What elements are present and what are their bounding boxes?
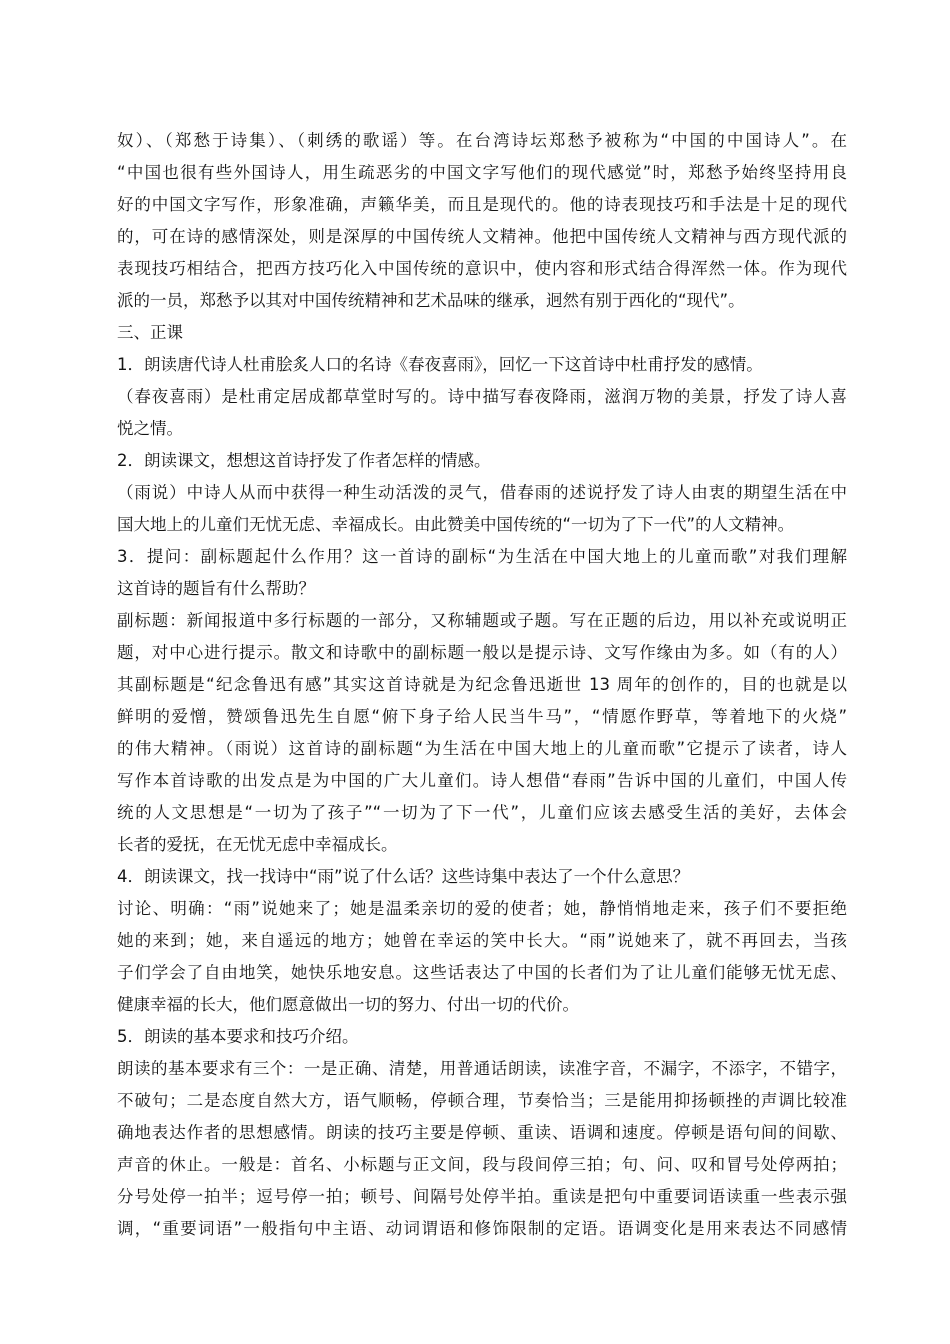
numbered-item-heading: 4．朗读课文，找一找诗中“雨”说了什么话？这些诗集中表达了一个什么意思？ (117, 867, 690, 886)
text-line: （雨说）中诗人从而中获得一种生动活泼的灵气，借春雨的述说抒发了诗人由衷的期望生活在中 (117, 483, 847, 502)
text-line: 朗读的基本要求有三个：一是正确、清楚，用普通话朗读，读准字音，不漏字，不添字，不错字， (117, 1059, 847, 1078)
text-line: 其副标题是“纪念鲁迅有感”其实这首诗就是为纪念鲁迅逝世 13 周年的创作的，目的也就是以 (117, 675, 847, 694)
text-line: 确地表达作者的思想感情。朗读的技巧主要是停顿、重读、语调和速度。停顿是语句间的间歇、 (117, 1123, 847, 1142)
text-line: （春夜喜雨）是杜甫定居成都草堂时写的。诗中描写春夜降雨，滋润万物的美景，抒发了诗人喜 (117, 387, 847, 406)
numbered-item-heading: 5．朗读的基本要求和技巧介绍。 (117, 1027, 359, 1046)
text-line: 好的中国文字写作，形象准确，声籁华美，而且是现代的。他的诗表现技巧和手法是十足的现代 (117, 195, 847, 214)
text-line: 健康幸福的长大，他们愿意做出一切的努力、付出一切的代价。 (117, 995, 579, 1014)
text-line: 子们学会了自由地笑，她快乐地安息。这些话表达了中国的长者们为了让儿童们能够无忧无虑、 (117, 963, 847, 982)
numbered-item-heading: 3．提问：副标题起什么作用？这一首诗的副标“为生活在中国大地上的儿童而歌”对我们理解 (117, 547, 847, 566)
text-line: 分号处停一拍半；逗号停一拍；顿号、间隔号处停半拍。重读是把句中重要词语读重一些表示强 (117, 1187, 847, 1206)
text-line: 声音的休止。一般是：首名、小标题与正文间，段与段间停三拍；句、问、叹和冒号处停两拍； (117, 1155, 847, 1174)
text-line: “中国也很有些外国诗人，用生疏恶劣的中国文字写他们的现代感觉”时，郑愁予始终坚持用良 (117, 163, 847, 182)
text-line: 她的来到；她，来自遥远的地方；她曾在幸运的笑中长大。“雨”说她来了，就不再回去，当孩 (117, 931, 847, 950)
numbered-item-heading: 2．朗读课文，想想这首诗抒发了作者怎样的情感。 (117, 451, 491, 470)
text-line: 统的人文思想是“一切为了孩子”“一切为了下一代”，儿童们应该去感受生活的美好，去体会 (117, 803, 847, 822)
text-line: 不破句；二是态度自然大方，语气顺畅，停顿合理，节奏恰当；三是能用抑扬顿挫的声调比较准 (117, 1091, 847, 1110)
section-heading: 三、正课 (117, 323, 183, 342)
text-line: 的，可在诗的感情深处，则是深厚的中国传统人文精神。他把中国传统人文精神与西方现代派的 (117, 227, 847, 246)
text-line: 派的一员，郑愁予以其对中国传统精神和艺术品味的继承，迥然有别于西化的“现代”。 (117, 291, 745, 310)
text-line: 国大地上的儿童们无忧无虑、幸福成长。由此赞美中国传统的“一切为了下一代”的人文精神。 (117, 515, 795, 534)
text-line: 的伟大精神。（雨说）这首诗的副标题“为生活在中国大地上的儿童而歌”它提示了读者，诗人 (117, 739, 847, 758)
text-line: 写作本首诗歌的出发点是为中国的广大儿童们。诗人想借“春雨”告诉中国的儿童们，中国人传 (117, 771, 847, 790)
text-line: 讨论、明确：“雨”说她来了；她是温柔亲切的爱的使者；她，静悄悄地走来，孩子们不要拒绝 (117, 899, 847, 918)
text-line: 长者的爱抚，在无忧无虑中幸福成长。 (117, 835, 398, 854)
text-line: 悦之情。 (117, 419, 183, 438)
text-line: 表现技巧相结合，把西方技巧化入中国传统的意识中，使内容和形式结合得浑然一体。作为现代 (117, 259, 847, 278)
numbered-item-heading: 1．朗读唐代诗人杜甫脍炙人口的名诗《春夜喜雨》，回忆一下这首诗中杜甫抒发的感情。 (117, 355, 763, 374)
text-line: 奴）、（郑愁于诗集）、（刺绣的歌谣）等。在台湾诗坛郑愁予被称为“中国的中国诗人”。在 (117, 131, 847, 150)
text-line: 副标题：新闻报道中多行标题的一部分，又称辅题或子题。写在正题的后边，用以补充或说明正 (117, 611, 847, 630)
text-line: 调，“重要词语”一般指句中主语、动词谓语和修饰限制的定语。语调变化是用来表达不同感情 (117, 1219, 847, 1238)
text-line: 题，对中心进行提示。散文和诗歌中的副标题一般以是提示诗、文写作缘由为多。如（有的人） (117, 643, 847, 662)
text-line: 鲜明的爱憎，赞颂鲁迅先生自愿“俯下身子给人民当牛马”，“情愿作野草，等着地下的火烧” (117, 707, 847, 726)
text-line: 这首诗的题旨有什么帮助？ (117, 579, 315, 598)
